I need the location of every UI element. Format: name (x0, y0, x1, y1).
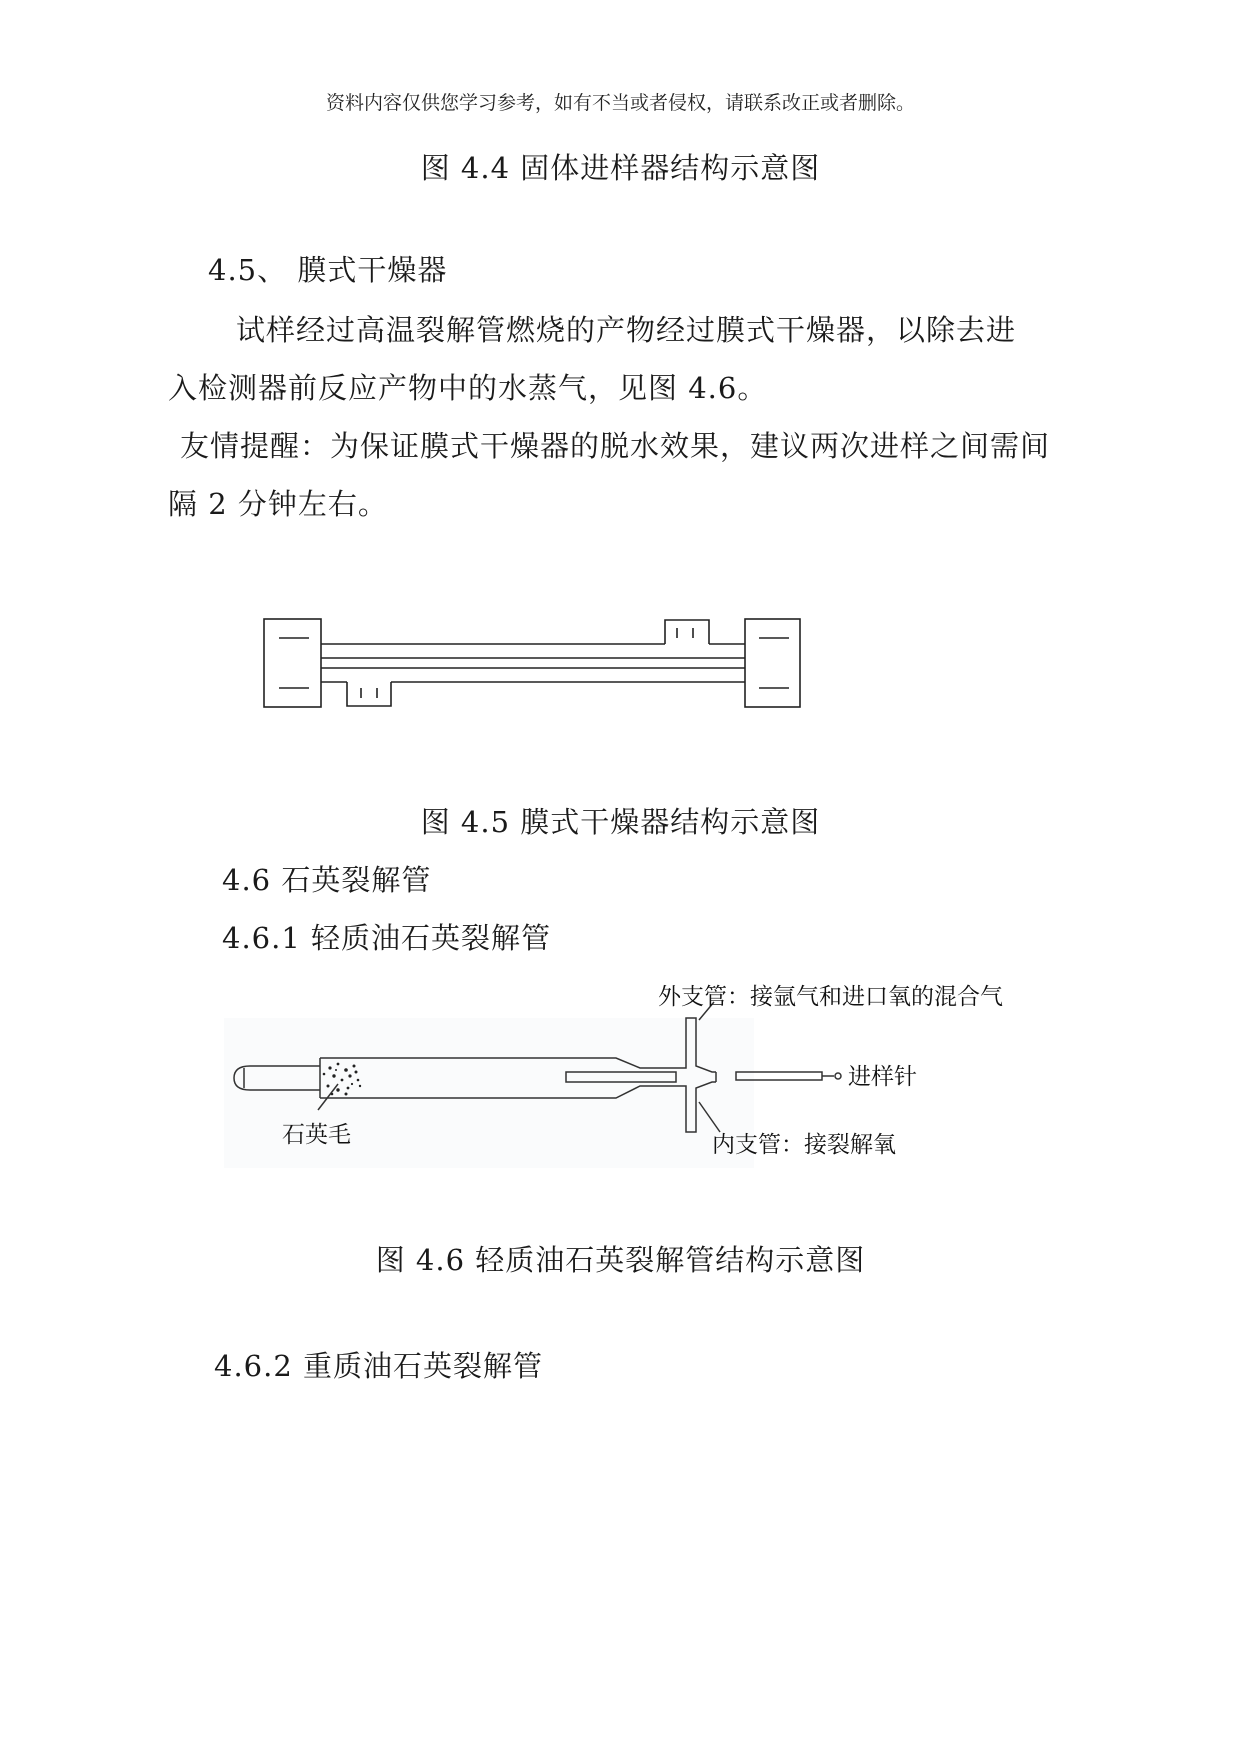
tip-line-1: 友情提醒：为保证膜式干燥器的脱水效果，建议两次进样之间需间 (180, 429, 1051, 463)
quartz-tube-diagram (220, 978, 1003, 1178)
label-inner-branch: 内支管：接裂解氧 (712, 1132, 896, 1158)
paragraph-line-1: 试样经过高温裂解管燃烧的产物经过膜式干燥器，以除去进 (236, 313, 1017, 347)
caption-fig-4-6: 图 4.6 轻质油石英裂解管结构示意图 (375, 1243, 866, 1277)
section-heading-4-6: 4.6 石英裂解管 (222, 863, 432, 897)
dryer-bottom-port (347, 682, 391, 706)
section-heading-4-5: 4.5、 膜式干燥器 (208, 253, 448, 287)
tip-line-2: 隔 2 分钟左右。 (168, 487, 388, 521)
label-outer-branch: 外支管：接氩气和进口氧的混合气 (658, 984, 1003, 1010)
caption-fig-4-4: 图 4.4 固体进样器结构示意图 (420, 151, 821, 185)
label-quartz-wool: 石英毛 (282, 1122, 351, 1148)
needle-tip (835, 1073, 841, 1079)
section-heading-4-6-1: 4.6.1 轻质油石英裂解管 (222, 921, 552, 955)
header-note: 资料内容仅供您学习参考，如有不当或者侵权，请联系改正或者删除。 (325, 92, 915, 114)
dryer-left-block (264, 619, 321, 707)
caption-fig-4-5: 图 4.5 膜式干燥器结构示意图 (420, 805, 821, 839)
membrane-dryer-diagram (263, 618, 803, 710)
label-injection-needle: 进样针 (848, 1064, 917, 1090)
dryer-top-port (665, 620, 709, 644)
paragraph-line-2: 入检测器前反应产物中的水蒸气，见图 4.6。 (168, 371, 768, 405)
dryer-right-block (745, 619, 800, 707)
section-heading-4-6-2: 4.6.2 重质油石英裂解管 (214, 1349, 544, 1383)
